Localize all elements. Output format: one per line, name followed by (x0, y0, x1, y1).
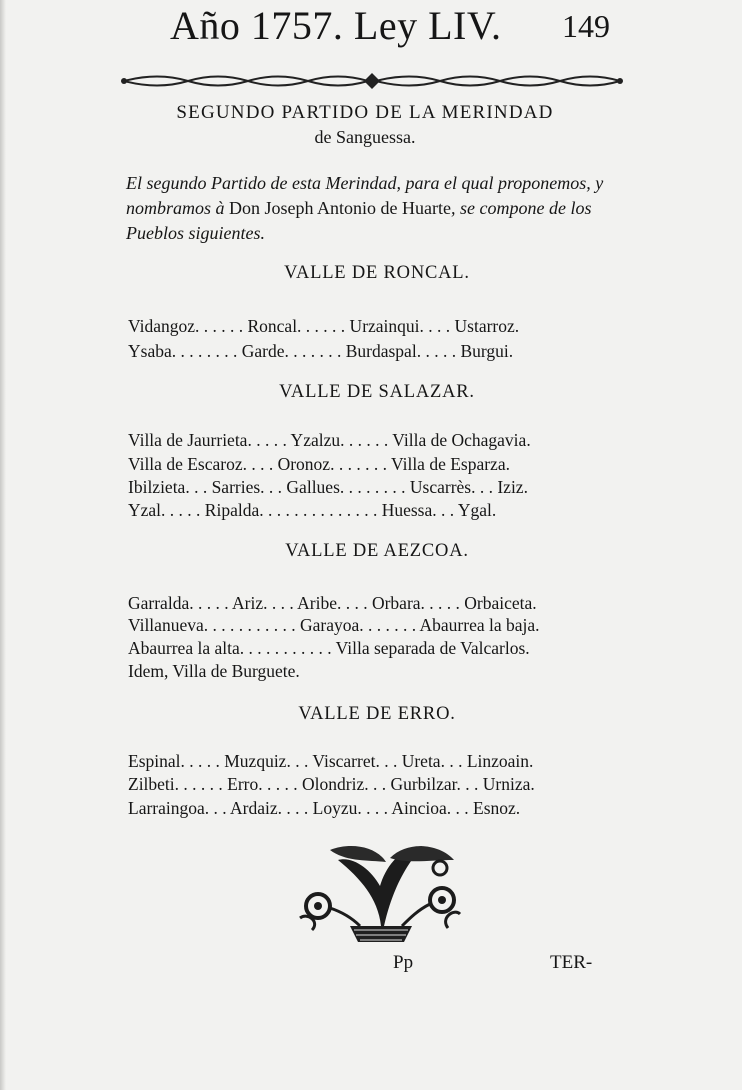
page-gutter (0, 0, 6, 1090)
intro-paragraph (126, 171, 626, 246)
valley-heading: VALLE DE RONCAL. (284, 263, 470, 283)
flower-basket-vignette (290, 838, 472, 946)
intro-text-end: , se compone de los Pueblos siguientes. (126, 198, 592, 243)
town-row: Abaurrea la alta. . . . . . . . . . . Villa separada de Valcarlos. (128, 638, 530, 658)
town-row: Idem, Villa de Burguete. (128, 661, 300, 681)
town-row: Villa de Escaroz. . . . Oronoz. . . . . . . Villa de Esparza. (128, 454, 510, 474)
town-row: Ibilzieta. . . Sarries. . . Gallues. . . . . . . . Uscarrès. . . Iziz. (128, 477, 528, 497)
catchword: TER- (550, 952, 593, 973)
town-row: Villa de Jaurrieta. . . . . Yzalzu. . . . . . Villa de Ochagavia. (128, 430, 531, 450)
town-row: Garralda. . . . . Ariz. . . . Aribe. . . . Orbara. . . . . Orbaiceta. (128, 593, 537, 613)
town-row: Espinal. . . . . Muzquiz. . . Viscarret. . . Ureta. . . Linzoain. (128, 751, 534, 771)
town-row: Zilbeti. . . . . . Erro. . . . . Olondriz. . . Gurbilzar. . . Urniza. (128, 774, 535, 794)
intro-text-start: El segundo Partido de esta Merindad, para el qual proponemos, y nombramos à (126, 173, 604, 218)
page-number: 149 (562, 8, 610, 44)
section-subheading: de Sanguessa. (314, 127, 416, 147)
intro-name: Don Joseph Antonio de Huarte (229, 198, 451, 218)
valley-heading: VALLE DE ERRO. (298, 704, 456, 724)
valley-heading: VALLE DE AEZCOA. (285, 541, 469, 561)
town-row: Ysaba. . . . . . . . Garde. . . . . . . Burdaspal. . . . . Burgui. (128, 341, 514, 361)
town-row: Vidangoz. . . . . . Roncal. . . . . . Urzainqui. . . . Ustarroz. (128, 316, 520, 336)
ornamental-rule (118, 70, 626, 92)
running-title: Año 1757. Ley LIV. (170, 3, 502, 48)
town-row: Yzal. . . . . Ripalda. . . . . . . . . . . . . . Huessa. . . Ygal. (128, 500, 497, 520)
town-row: Villanueva. . . . . . . . . . . Garayoa. . . . . . . Abaurrea la baja. (128, 615, 540, 635)
signature-mark: Pp (393, 952, 414, 973)
town-row: Larraingoa. . . Ardaiz. . . . Loyzu. . . . Aincioa. . . Esnoz. (128, 798, 521, 818)
section-heading: SEGUNDO PARTIDO DE LA MERINDAD (176, 102, 554, 123)
running-head (160, 2, 610, 54)
valley-heading: VALLE DE SALAZAR. (279, 382, 475, 402)
